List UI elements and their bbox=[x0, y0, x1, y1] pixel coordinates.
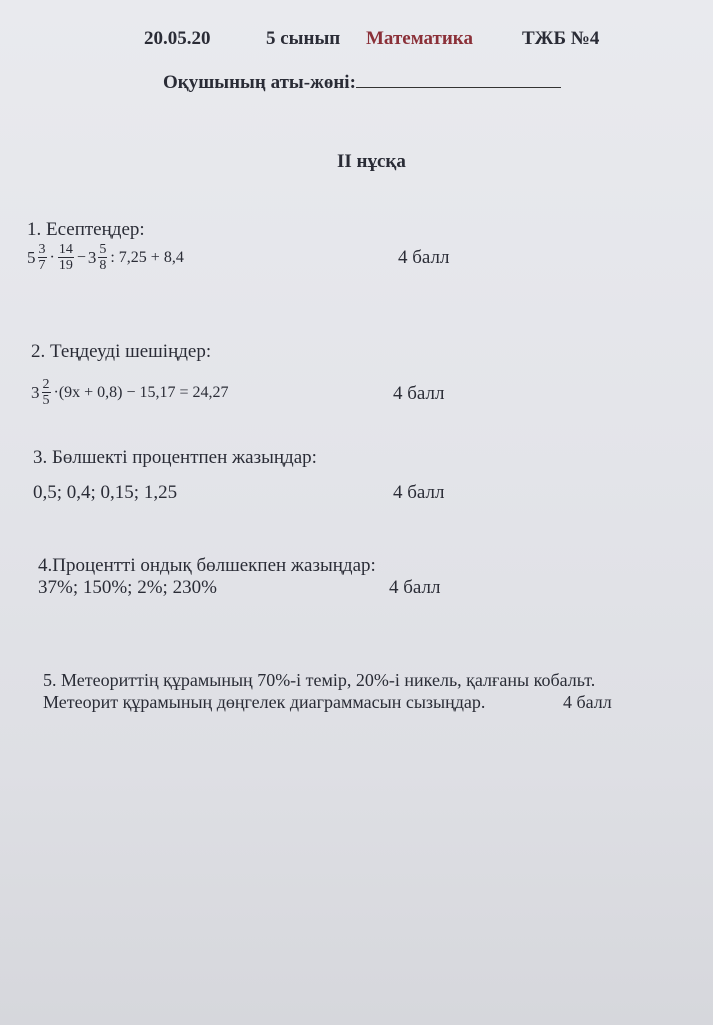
fraction-denominator: 19 bbox=[58, 258, 73, 273]
task-3-title: 3. Бөлшекті процентпен жазыңдар: bbox=[33, 447, 317, 468]
task-1-rest: : 7,25 + 8,4 bbox=[110, 248, 184, 266]
task-3-values: 0,5; 0,4; 0,15; 1,25 bbox=[33, 482, 178, 503]
task-5-line-1: 5. Метеориттің құрамының 70%-і темір, 20%-і никель, қалғаны кобальт. bbox=[43, 670, 596, 690]
task-5-line-2: Метеорит құрамының дөңгелек диаграммасын сызыңдар. bbox=[43, 692, 486, 712]
fraction-numerator: 2 bbox=[42, 377, 50, 392]
task-1-expression bbox=[27, 242, 186, 273]
variant-title: II нұсқа bbox=[337, 151, 406, 172]
fraction-denominator: 7 bbox=[38, 258, 46, 273]
task-1-title: 1. Есептеңдер: bbox=[27, 219, 145, 240]
task-1-fraction-2 bbox=[58, 242, 74, 273]
grade: 5 сынып bbox=[266, 28, 341, 49]
student-name-row bbox=[163, 72, 561, 94]
fraction-numerator: 3 bbox=[38, 242, 46, 257]
task-2-title: 2. Теңдеуді шешіңдер: bbox=[31, 341, 212, 362]
task-1-op-1: · bbox=[49, 248, 55, 266]
task-2-whole-1: 3 bbox=[31, 382, 40, 402]
fraction-numerator: 5 bbox=[99, 242, 107, 257]
fraction-denominator: 8 bbox=[99, 258, 107, 273]
test-number: ТЖБ №4 bbox=[522, 28, 600, 49]
student-name-label: Оқушының аты-жөні: bbox=[163, 72, 356, 93]
task-4-values: 37%; 150%; 2%; 230% bbox=[38, 577, 217, 598]
task-2-expression bbox=[31, 377, 231, 408]
task-3-points: 4 балл bbox=[393, 482, 445, 503]
task-1-fraction-1 bbox=[38, 242, 47, 273]
task-2-fraction-1 bbox=[42, 377, 51, 408]
fraction-numerator: 14 bbox=[58, 242, 73, 257]
task-5-points: 4 балл bbox=[563, 692, 612, 712]
date: 20.05.20 bbox=[144, 28, 211, 49]
task-1-whole-3: 3 bbox=[87, 247, 97, 267]
task-1-whole-1: 5 bbox=[27, 247, 36, 267]
task-4-title: 4.Процентті ондық бөлшекпен жазыңдар: bbox=[38, 555, 376, 576]
fraction-denominator: 5 bbox=[42, 393, 50, 408]
subject: Математика bbox=[366, 28, 473, 49]
task-4-points: 4 балл bbox=[389, 577, 441, 598]
student-name-blank[interactable] bbox=[356, 73, 561, 88]
task-1-fraction-3 bbox=[98, 242, 107, 273]
task-2-points: 4 балл bbox=[393, 383, 445, 404]
task-2-rest: ·(9x + 0,8) − 15,17 = 24,27 bbox=[53, 383, 229, 401]
task-1-op-2: − bbox=[76, 248, 86, 266]
task-1-points: 4 балл bbox=[398, 247, 450, 268]
